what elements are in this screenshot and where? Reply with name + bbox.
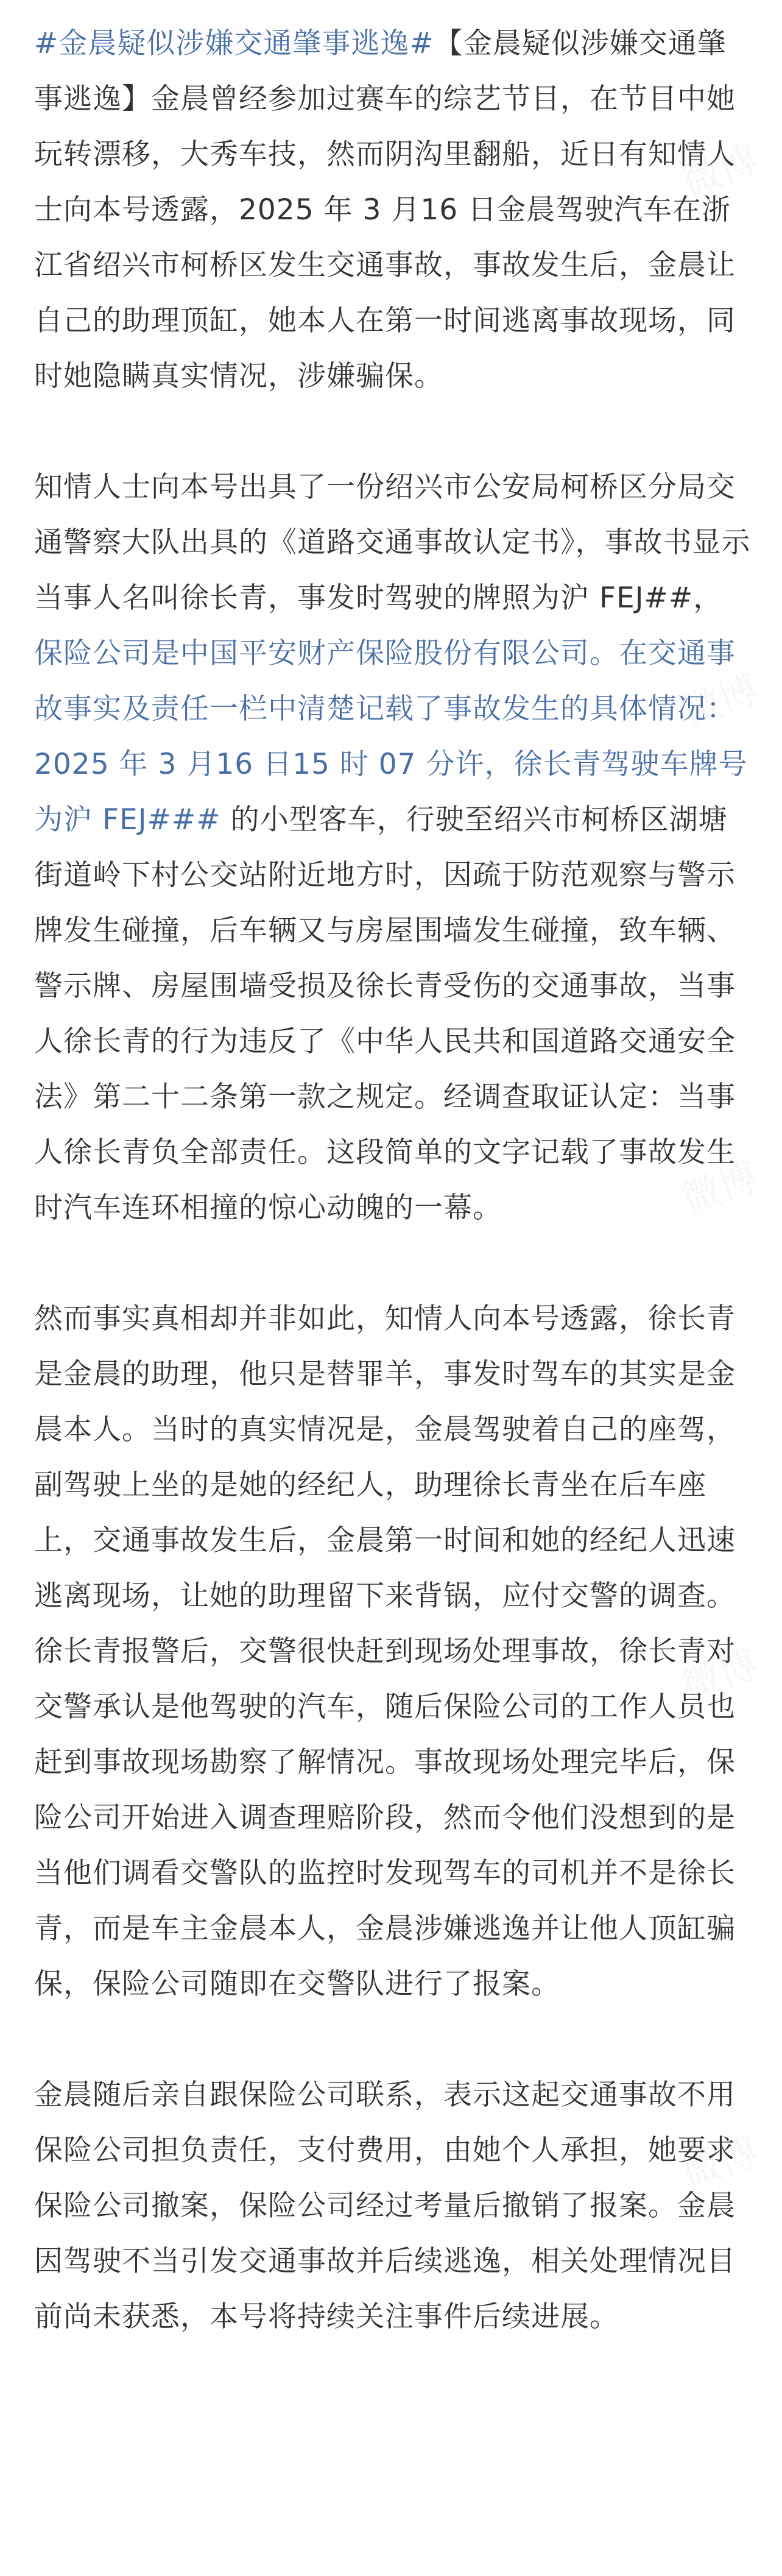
paragraph-3 (34, 1291, 752, 2012)
topic-tag-link[interactable]: #金晨疑似涉嫌交通肇事逃逸# (34, 27, 434, 60)
paragraph-text: 【金晨疑似涉嫌交通肇事逃逸】金晨曾经参加过赛车的综艺节目，在节目中她玩转漂移，大秀车技，然而阴沟里翻船，近日有知情人士向本号透露，2025 年 3 月16 日金晨驾驶汽车在浙江省绍兴市柯桥区发生交通事故，事故发生后，金晨让自己的助理顶缸，她本人在第一时间逃离事故现场，同时她隐瞒真实情况，涉嫌骗保。 (34, 27, 736, 393)
highlighted-text: 保险公司是中国平安财产保险股份有限公司。在交通事故事实及责任一栏中清楚记载了事故发生的具体情况：2025 年 3 月16 日15 时 07 分许，徐长青驾驶车牌号为沪 FEJ### (34, 637, 748, 837)
paragraph-1 (34, 16, 752, 404)
paragraph-2 (34, 459, 752, 1236)
paragraph-text: 的小型客车，行驶至绍兴市柯桥区湖塘街道岭下村公交站附近地方时，因疏于防范观察与警示牌发生碰撞，后车辆又与房屋围墙发生碰撞，致车辆、警示牌、房屋围墙受损及徐长青受伤的交通事故，当事人徐长青的行为违反了《中华人民共和国道路交通安全法》第二十二条第一款之规定。经调查取证认定：当事人徐长青负全部责任。这段简单的文字记载了事故发生时汽车连环相撞的惊心动魄的一幕。 (34, 803, 736, 1225)
paragraph-text: 金晨随后亲自跟保险公司联系，表示这起交通事故不用保险公司担负责任，支付费用，由她个人承担，她要求保险公司撤案，保险公司经过考量后撤销了报案。金晨因驾驶不当引发交通事故并后续逃逸，相关处理情况目前尚未获悉，本号将持续关注事件后续进展。 (34, 2078, 736, 2334)
post-body (34, 16, 752, 2344)
paragraph-text: 然而事实真相却并非如此，知情人向本号透露，徐长青是金晨的助理，他只是替罪羊，事发时驾车的其实是金晨本人。当时的真实情况是，金晨驾驶着自己的座驾，副驾驶上坐的是她的经纪人，助理徐长青坐在后车座上，交通事故发生后，金晨第一时间和她的经纪人迅速逃离现场，让她的助理留下来背锅，应付交警的调查。徐长青报警后，交警很快赶到现场处理事故，徐长青对交警承认是他驾驶的汽车，随后保险公司的工作人员也赶到事故现场勘察了解情况。事故现场处理完毕后，保险公司开始进入调查理赔阶段，然而令他们没想到的是当他们调看交警队的监控时发现驾车的司机并不是徐长青，而是车主金晨本人，金晨涉嫌逃逸并让他人顶缸骗保，保险公司随即在交警队进行了报案。 (34, 1302, 736, 2001)
paragraph-text: 知情人士向本号出具了一份绍兴市公安局柯桥区分局交通警察大队出具的《道路交通事故认定书》，事故书显示当事人名叫徐长青，事发时驾驶的牌照为沪 FEJ##， (34, 470, 751, 615)
paragraph-4 (34, 2067, 752, 2344)
